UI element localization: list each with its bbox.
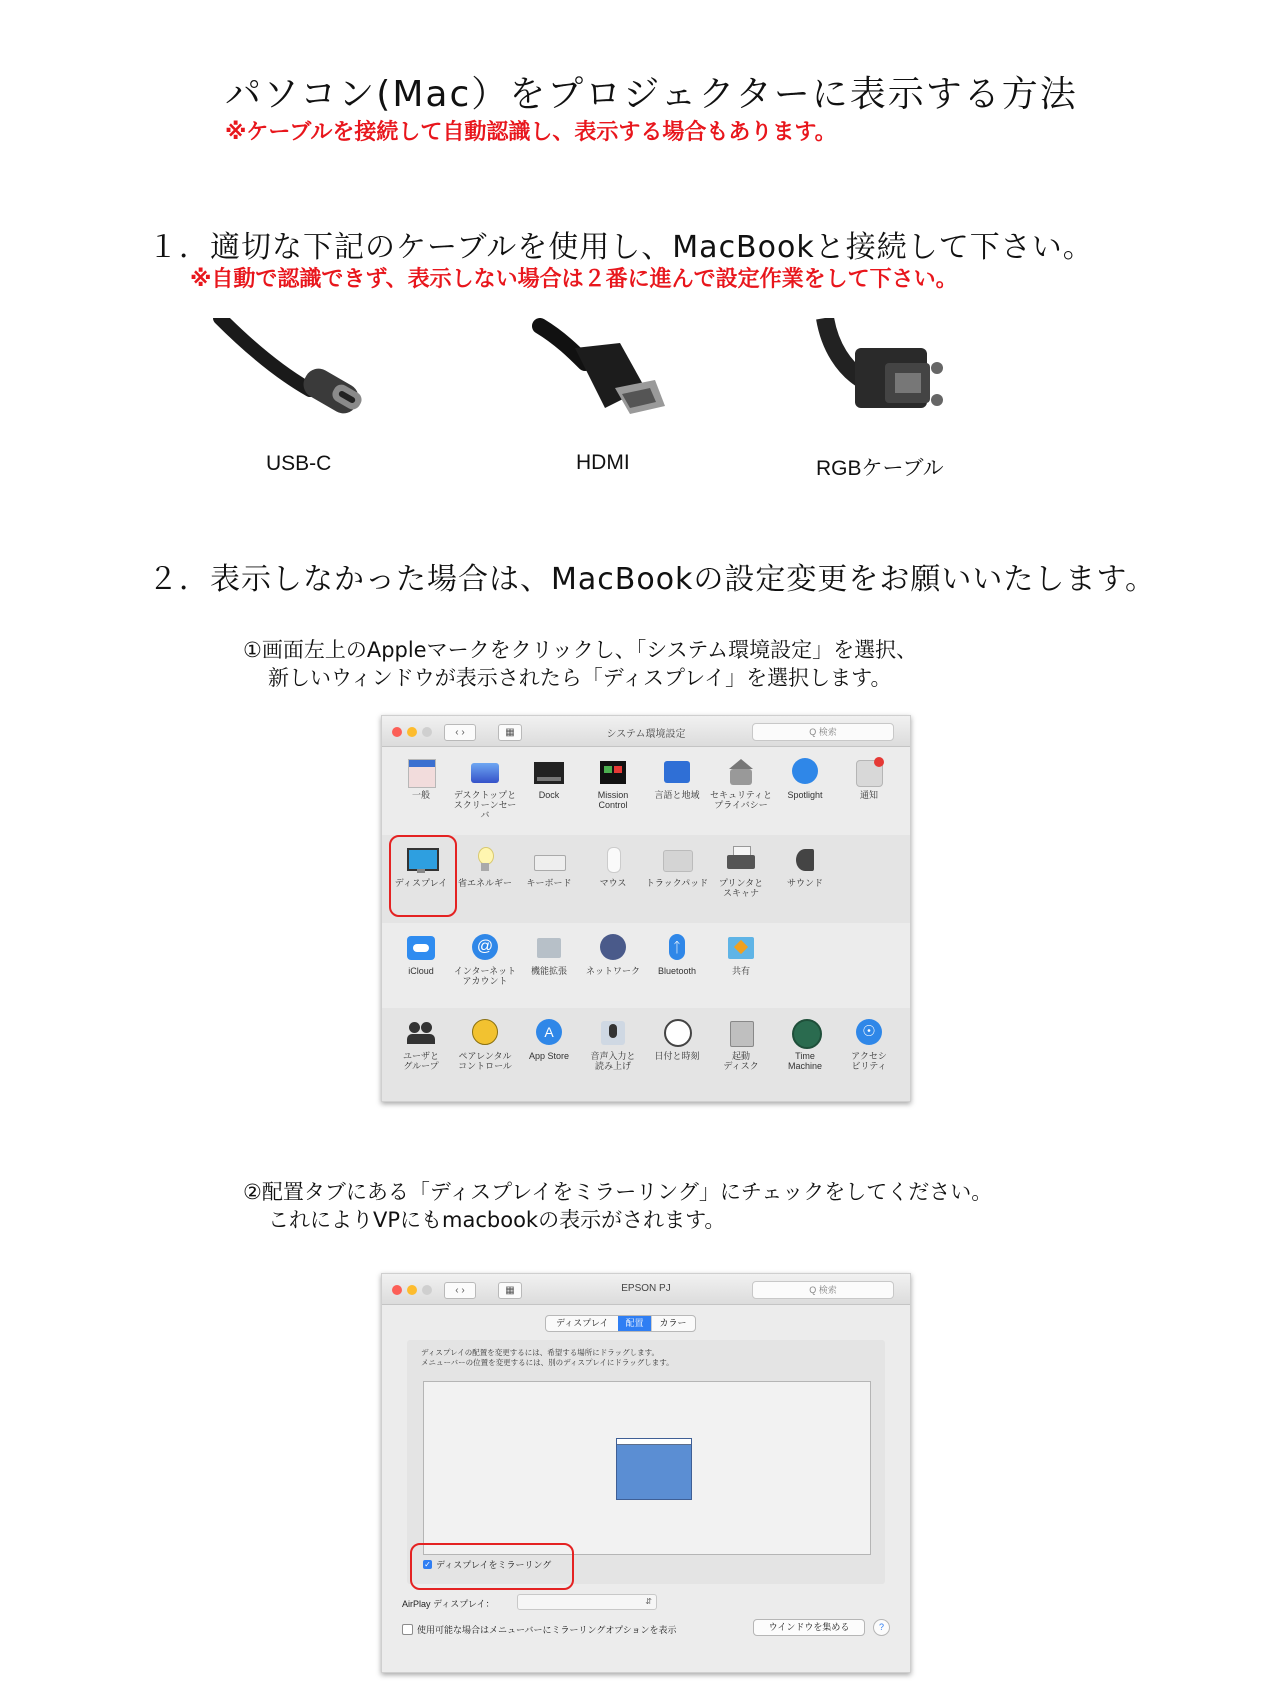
pref-pane-label: ユーザと グループ (402, 1051, 439, 1071)
pref-pane-label: ネットワーク (585, 966, 640, 976)
pref-pane-label: 一般 (411, 790, 430, 800)
hdmi-cable-image (520, 318, 690, 438)
epson-display-window (381, 1273, 911, 1673)
tab-display[interactable]: ディスプレイ (556, 1318, 609, 1328)
accessibility-icon: ☉ (853, 1018, 885, 1048)
pref-pane-printer[interactable] (709, 845, 773, 898)
pref-pane-security[interactable] (709, 757, 773, 810)
pref-pane-desktop[interactable] (453, 757, 517, 820)
dictation-icon (597, 1018, 629, 1048)
trackpad-icon (661, 845, 693, 875)
pref-pane-label: マウス (599, 878, 627, 888)
back-forward-buttons[interactable]: ‹ › (444, 724, 476, 741)
startup-disk-icon (725, 1018, 757, 1048)
pref-pane-label: 通知 (859, 790, 878, 800)
search-field[interactable]: Q 検索 (752, 723, 894, 741)
title-bar (382, 716, 910, 747)
notifications-icon (853, 757, 885, 787)
icloud-icon (405, 933, 437, 963)
airplay-display-label: AirPlay ディスプレイ： (402, 1599, 495, 1609)
description-line-2: メニューバーの位置を変更するには、別のディスプレイにドラッグします。 (421, 1358, 674, 1367)
step1-line2: 新しいウィンドウが表示されたら「ディスプレイ」を選択します。 (268, 666, 892, 690)
cable-label-usb-c: USB-C (266, 452, 332, 475)
pref-pane-label: Time Machine (787, 1051, 823, 1071)
pref-pane-dictation[interactable] (581, 1018, 645, 1071)
arrangement-panel (407, 1340, 885, 1584)
spotlight-icon (789, 757, 821, 787)
pref-pane-label: Bluetooth (657, 966, 697, 976)
tab-color[interactable]: カラー (651, 1316, 695, 1331)
section2-heading: ２．表示しなかった場合は、MacBookの設定変更をお願いいたします。 (148, 562, 1157, 597)
parental-icon (469, 1018, 501, 1048)
menubar-option-checkbox[interactable] (402, 1624, 413, 1635)
pref-pane-sharing[interactable] (709, 933, 773, 976)
pref-pane-language[interactable] (645, 757, 709, 800)
pref-pane-time-machine[interactable] (773, 1018, 837, 1071)
appstore-icon: A (533, 1018, 565, 1048)
pref-pane-label: セキュリティと プライバシー (709, 790, 773, 810)
pref-pane-dock[interactable] (517, 757, 581, 800)
show-all-grid-icon[interactable]: ▦ (498, 724, 522, 741)
pref-pane-users[interactable] (389, 1018, 453, 1071)
pref-pane-parental[interactable] (453, 1018, 517, 1071)
window-title: システム環境設定 (606, 729, 686, 740)
sharing-icon (725, 933, 757, 963)
internet-accounts-icon: @ (469, 933, 501, 963)
airplay-display-select[interactable] (517, 1594, 657, 1610)
mirror-displays-label: ディスプレイをミラーリング (436, 1560, 552, 1570)
pref-pane-label: Mission Control (597, 790, 629, 810)
language-icon (661, 757, 693, 787)
step2-line2: これによりVPにもmacbookの表示がされます。 (268, 1208, 726, 1232)
pref-pane-label: App Store (528, 1051, 570, 1061)
pref-pane-appstore[interactable] (517, 1018, 581, 1061)
help-button[interactable]: ? (873, 1619, 890, 1636)
general-icon (405, 757, 437, 787)
pref-pane-mission-control[interactable] (581, 757, 645, 810)
pref-row (382, 747, 910, 836)
step2-line1: ②配置タブにある「ディスプレイをミラーリング」にチェックをしてください。 (243, 1180, 993, 1204)
description-line-1: ディスプレイの配置を変更するには、希望する場所にドラッグします。 (421, 1348, 659, 1357)
arrangement-description (421, 1348, 674, 1368)
pref-pane-general[interactable] (389, 757, 453, 800)
tab-arrangement[interactable]: 配置 (618, 1316, 650, 1331)
sound-icon (789, 845, 821, 875)
pref-pane-sound[interactable] (773, 845, 837, 888)
extensions-icon (533, 933, 565, 963)
pref-pane-label: デスクトップと スクリーンセーバ (453, 790, 517, 820)
network-icon (597, 933, 629, 963)
pref-pane-keyboard[interactable] (517, 845, 581, 888)
pref-pane-label: アクセシ ビリティ (851, 1051, 887, 1071)
energy-icon (469, 845, 501, 875)
pref-pane-accessibility[interactable] (837, 1018, 901, 1071)
mission-control-icon (597, 757, 629, 787)
pref-pane-label: 共有 (731, 966, 750, 976)
pref-pane-label: サウンド (786, 878, 823, 888)
pref-pane-label: 言語と地域 (654, 790, 700, 800)
back-forward-buttons[interactable]: ‹ › (444, 1282, 476, 1299)
step1-line1: ①画面左上のAppleマークをクリックし、「システム環境設定」を選択、 (243, 638, 918, 662)
printer-icon (725, 845, 757, 875)
usb-c-cable-image (210, 318, 380, 438)
pref-pane-icloud[interactable] (389, 933, 453, 976)
tab-bar (545, 1315, 696, 1332)
pref-pane-spotlight[interactable] (773, 757, 837, 800)
select-arrows-icon: ⇵ (645, 1597, 652, 1606)
pref-pane-label: 起動 ディスク (723, 1051, 759, 1071)
gather-windows-button[interactable]: ウインドウを集める (753, 1619, 865, 1636)
pref-pane-startup-disk[interactable] (709, 1018, 773, 1071)
datetime-icon (661, 1018, 693, 1048)
pref-pane-mouse[interactable] (581, 845, 645, 888)
pref-pane-label: プリンタと スキャナ (718, 878, 764, 898)
pref-pane-label: ペアレンタル コントロール (458, 1051, 512, 1071)
pref-pane-label: 機能拡張 (530, 966, 567, 976)
pref-pane-label: 日付と時刻 (654, 1051, 700, 1061)
pref-pane-trackpad[interactable] (645, 845, 709, 888)
pref-pane-label: 音声入力と 読み上げ (590, 1051, 636, 1071)
display-arrangement-area (423, 1381, 871, 1555)
auto-detect-note: ※ケーブルを接続して自動認識し、表示する場合もあります。 (225, 120, 837, 145)
title-bar (382, 1274, 910, 1305)
pref-row (382, 1008, 910, 1102)
pref-pane-datetime[interactable] (645, 1018, 709, 1061)
window-title: EPSON PJ (621, 1283, 671, 1294)
pref-row (382, 923, 910, 1009)
rgb-cable-image (815, 318, 985, 438)
search-field[interactable]: Q 検索 (752, 1281, 894, 1299)
pref-pane-bluetooth[interactable] (645, 933, 709, 976)
pref-pane-label: キーボード (526, 878, 572, 888)
pref-row (382, 835, 910, 924)
mouse-icon (597, 845, 629, 875)
security-icon (725, 757, 757, 787)
show-all-grid-icon[interactable]: ▦ (498, 1282, 522, 1299)
time-machine-icon (789, 1018, 821, 1048)
pref-pane-label: 省エネルギー (457, 878, 512, 888)
menubar-mirror-option[interactable] (402, 1623, 677, 1636)
pref-pane-label: Spotlight (787, 790, 823, 800)
pref-pane-internet-accounts[interactable] (453, 933, 517, 986)
users-icon (405, 1018, 437, 1048)
system-preferences-window (381, 715, 911, 1102)
pref-pane-extensions[interactable] (517, 933, 581, 976)
mirror-checkbox-icon[interactable]: ✓ (424, 1560, 431, 1569)
mirror-highlight (410, 1543, 574, 1590)
pref-pane-network[interactable] (581, 933, 645, 976)
display-thumbnail[interactable] (616, 1438, 692, 1500)
bluetooth-icon: ᛏ (661, 933, 693, 963)
cable-label-rgb: RGBケーブル (816, 457, 944, 480)
keyboard-icon (533, 845, 565, 875)
pref-pane-label: トラックパッド (645, 878, 709, 888)
cable-label-hdmi: HDMI (576, 451, 630, 474)
section1-heading: １．適切な下記のケーブルを使用し、MacBookと接続して下さい。 (148, 230, 1094, 265)
section1-note: ※自動で認識できず、表示しない場合は２番に進んで設定作業をして下さい。 (190, 267, 958, 292)
dock-icon (533, 757, 565, 787)
pref-pane-label: ディスプレイ (394, 878, 448, 888)
pref-pane-label: Dock (538, 790, 560, 800)
pref-pane-notifications[interactable] (837, 757, 901, 800)
desktop-icon (469, 757, 501, 787)
pref-pane-label: インターネット アカウント (453, 966, 517, 986)
pref-pane-label: iCloud (408, 966, 434, 976)
menubar-option-label: 使用可能な場合はメニューバーにミラーリングオプションを表示 (417, 1625, 677, 1635)
page-title: パソコン(Mac）をプロジェクターに表示する方法 (225, 74, 1078, 115)
display-highlight (389, 835, 457, 917)
pref-pane-energy[interactable] (453, 845, 517, 888)
